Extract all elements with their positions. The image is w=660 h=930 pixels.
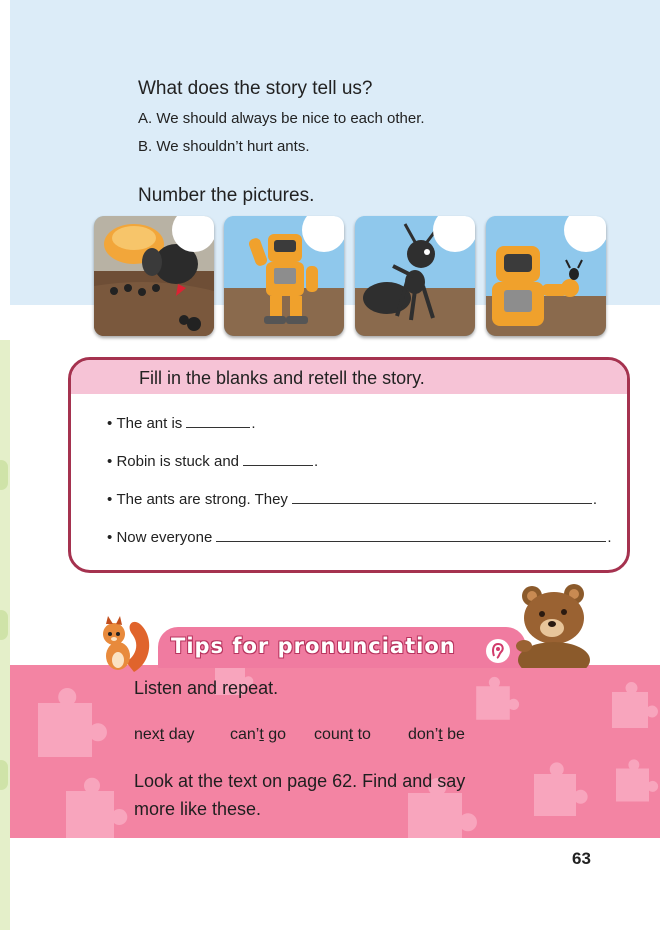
fill-in-header [71, 360, 627, 394]
bullet: • [107, 529, 113, 546]
robot-holding-ant-icon [486, 216, 606, 336]
picture-2[interactable] [224, 216, 344, 336]
ant-icon [355, 216, 475, 336]
robot-waving-icon [224, 216, 344, 336]
option-b[interactable]: B. We shouldn’t hurt ants. [138, 138, 310, 155]
fill-line-text: The ants are strong. They [116, 491, 288, 508]
fill-line-text: Now everyone [116, 529, 213, 546]
puzzle-piece-icon [20, 685, 110, 775]
ants-carrying-food-icon [94, 216, 214, 336]
left-decorative-stripe [0, 340, 10, 930]
fill-line-text: Robin is stuck and [116, 453, 240, 470]
blank-field[interactable] [292, 490, 592, 504]
phrase-count-to[interactable]: count to [314, 726, 371, 743]
picture-1[interactable] [94, 216, 214, 336]
fill-in-title: Fill in the blanks and retell the story. [139, 368, 425, 388]
picture-3[interactable] [355, 216, 475, 336]
bullet: • [107, 491, 113, 508]
fill-line-2: • Robin is stuck and . [107, 453, 319, 470]
bullet: • [107, 415, 113, 432]
blank-field[interactable] [186, 414, 250, 428]
fill-line-1: • The ant is . [107, 415, 256, 432]
puzzle-piece-icon [520, 760, 590, 830]
puzzle-piece-icon [465, 675, 521, 731]
tips-title: Tips for pronunciation [171, 634, 456, 658]
listen-instruction: Listen and repeat. [134, 678, 279, 698]
phrase-cant-go[interactable]: can’t go [230, 726, 287, 743]
fill-in-box [68, 357, 630, 573]
number-pictures-title: Number the pictures. [138, 185, 315, 206]
fill-line-4: • Now everyone . [107, 529, 612, 546]
squirrel-icon [96, 612, 154, 676]
phrase-next-day[interactable]: next day [134, 726, 195, 743]
option-a[interactable]: A. We should always be nice to each other. [138, 110, 425, 127]
question-title: What does the story tell us? [138, 78, 373, 99]
bullet: • [107, 453, 113, 470]
phrase-dont-be[interactable]: don’t be [408, 726, 465, 743]
blank-field[interactable] [243, 452, 313, 466]
page-number: 63 [572, 849, 591, 868]
blank-field[interactable] [216, 528, 606, 542]
look-at-text-instruction: Look at the text on page 62. Find and say more like these. [134, 771, 466, 819]
puzzle-piece-icon [50, 775, 130, 838]
picture-4[interactable] [486, 216, 606, 336]
bear-icon [512, 580, 594, 668]
fill-line-3: • The ants are strong. They . [107, 491, 598, 508]
fill-line-text: The ant is [116, 415, 183, 432]
puzzle-piece-icon [600, 675, 660, 745]
ear-icon [485, 638, 511, 664]
puzzle-piece-icon [605, 750, 660, 820]
